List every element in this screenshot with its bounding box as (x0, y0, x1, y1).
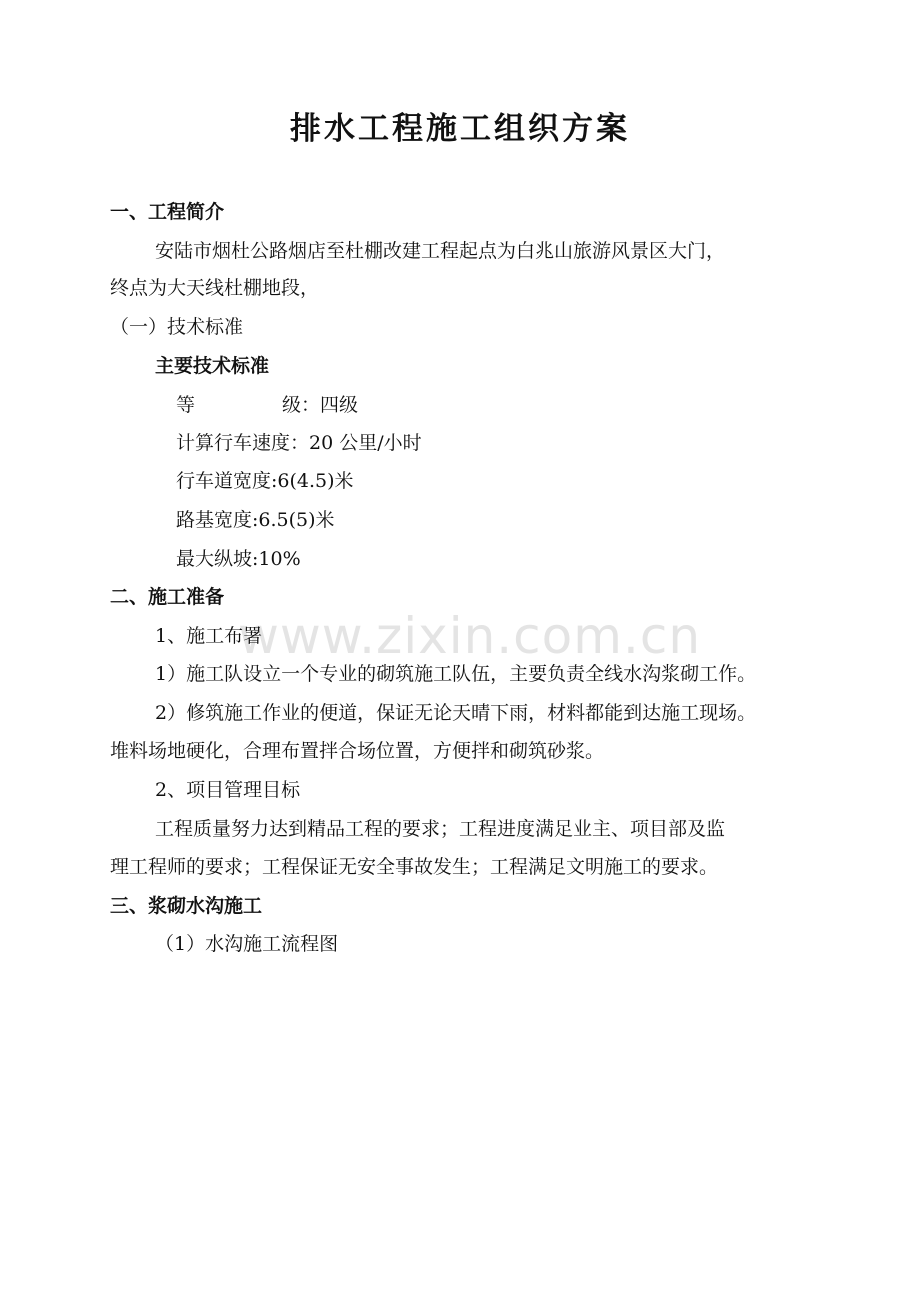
section-heading-preparation: 二、施工准备 (110, 586, 225, 608)
intro-paragraph-line1: 安陆市烟杜公路烟店至杜棚改建工程起点为白兆山旅游风景区大门， (155, 240, 726, 262)
prep-item1-para2-line2: 堆料场地硬化，合理布置拌合场位置，方便拌和砌筑砂浆。 (110, 740, 605, 762)
grade-label-b: 级：四级 (282, 394, 359, 416)
prep-item1-para2-line1: 2）修筑施工作业的便道，保证无论天晴下雨，材料都能到达施工现场。 (155, 702, 757, 724)
grade-label-a: 等 (176, 394, 196, 416)
prep-item2-line2: 理工程师的要求；工程保证无安全事故发生；工程满足文明施工的要求。 (110, 856, 719, 878)
ditch-item1: （1）水沟施工流程图 (155, 933, 339, 955)
prep-item1-para1: 1）施工队设立一个专业的砌筑施工队伍，主要负责全线水沟浆砌工作。 (155, 663, 757, 685)
standard-speed: 计算行车速度：20 公里/小时 (176, 432, 422, 454)
main-tech-standard-heading: 主要技术标准 (155, 355, 270, 377)
intro-paragraph-line2: 终点为大天线杜棚地段， (110, 277, 320, 299)
prep-item1-heading: 1、施工布署 (155, 625, 263, 647)
section-heading-intro: 一、工程简介 (110, 201, 225, 223)
standard-max-grade: 最大纵坡:10% (176, 548, 301, 570)
standard-subgrade-width: 路基宽度:6.5(5)米 (176, 509, 335, 531)
page-title: 排水工程施工组织方案 (290, 111, 630, 147)
prep-item2-heading: 2、项目管理目标 (155, 779, 301, 801)
watermark: www.zixin.com.cn (238, 607, 702, 665)
prep-item2-line1: 工程质量努力达到精品工程的要求；工程进度满足业主、项目部及监 (155, 818, 726, 840)
section-heading-masonry-ditch: 三、浆砌水沟施工 (110, 895, 263, 917)
standard-lane-width: 行车道宽度:6(4.5)米 (176, 470, 354, 492)
subsection-heading-tech-standard: （一）技术标准 (110, 316, 244, 338)
standard-grade (176, 391, 358, 419)
